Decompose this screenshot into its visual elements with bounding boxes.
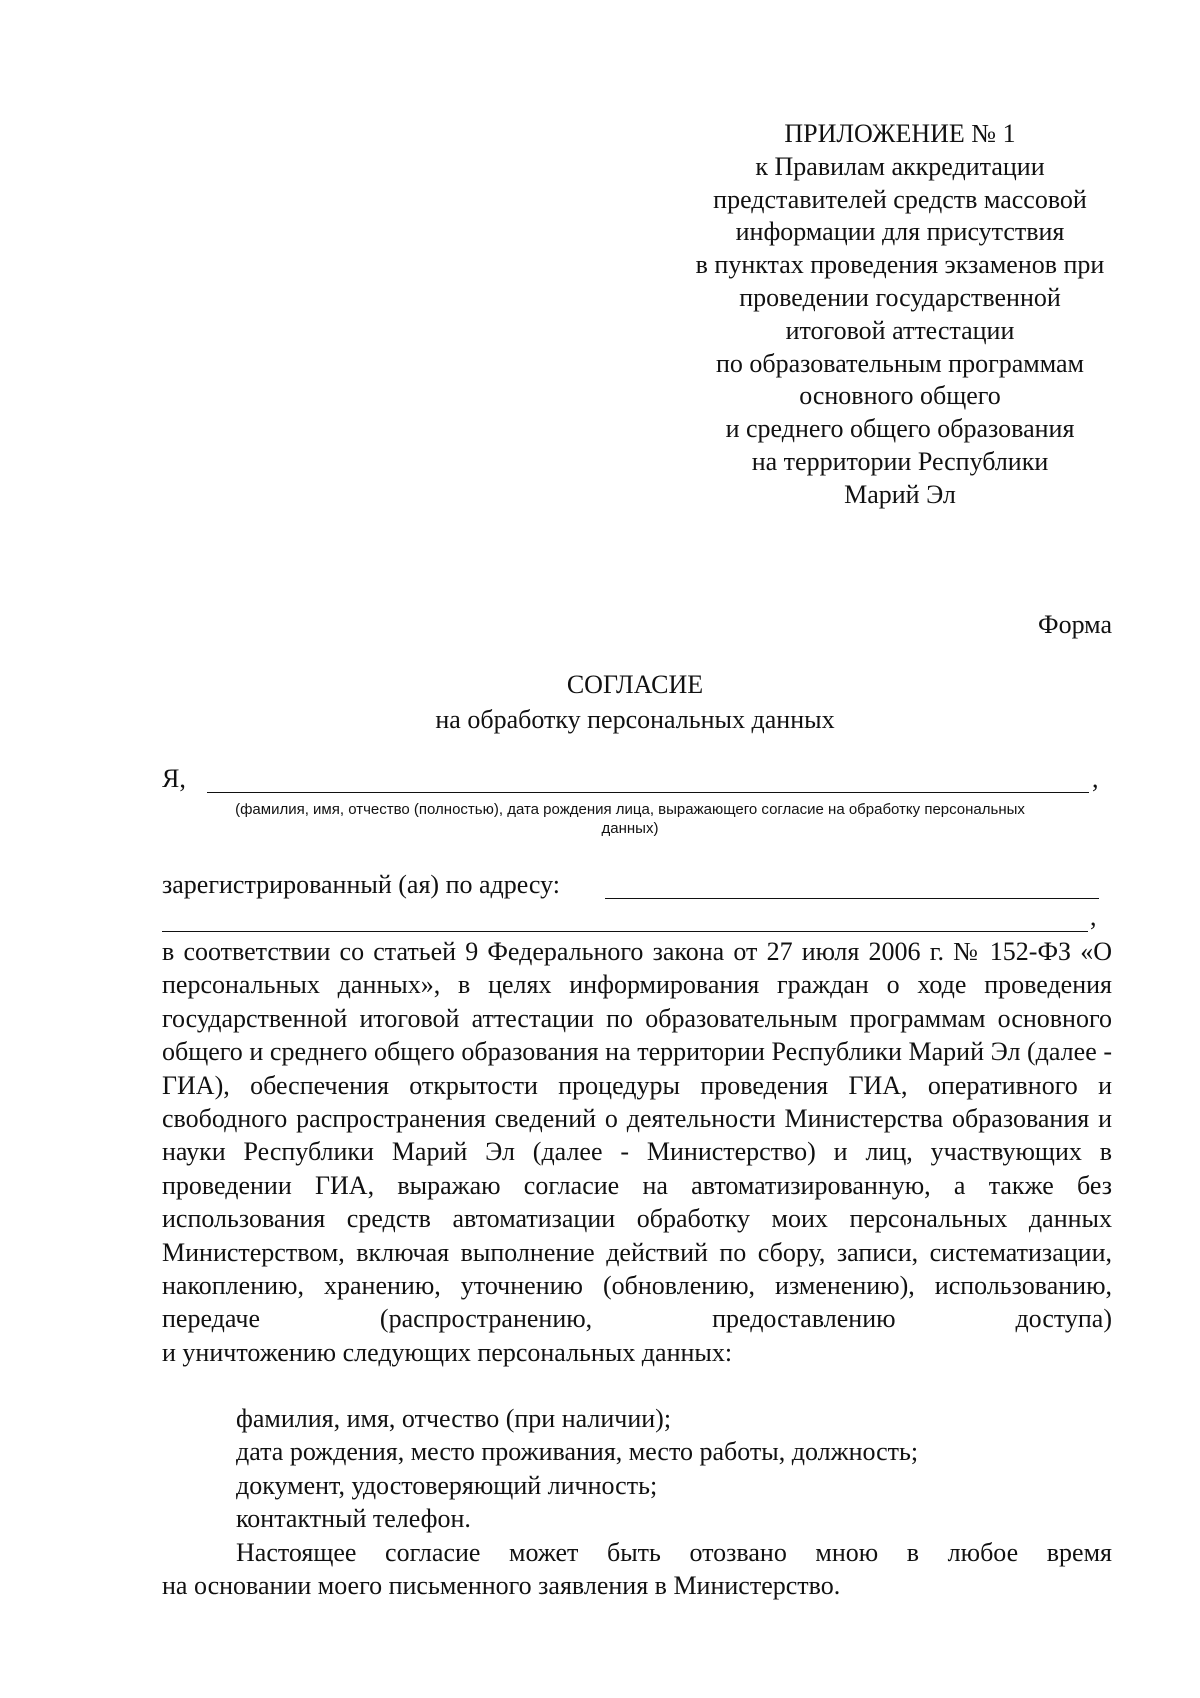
address-label: зарегистрированный (ая) по адресу:	[162, 870, 561, 899]
appendix-line: к Правилам аккредитации	[755, 151, 1045, 181]
consent-body	[162, 935, 1112, 1369]
list-item: контактный телефон.	[236, 1504, 471, 1534]
hint-line: (фамилия, имя, отчество (полностью), дата рождения лица, выражающего согласие на обработку персональных	[235, 801, 1025, 818]
list-item: документ, удостоверяющий личность;	[236, 1470, 658, 1500]
name-prefix: Я,	[162, 764, 186, 793]
appendix-line: и среднего общего образования	[725, 414, 1075, 444]
appendix-header	[620, 118, 1180, 512]
name-field[interactable]	[207, 766, 1089, 793]
closing-paragraph	[162, 1536, 1112, 1603]
appendix-line: на территории Республики	[751, 446, 1049, 476]
consent-subtitle: на обработку персональных данных	[435, 705, 835, 734]
closing-line: на основании моего письменного заявления в Министерство.	[162, 1571, 841, 1601]
address-field-continued[interactable]	[162, 905, 1088, 932]
consent-title-block	[0, 667, 1200, 737]
consent-paragraph-end: и уничтожению следующих персональных данных:	[162, 1337, 733, 1367]
list-item: дата рождения, место проживания, место работы, должность;	[236, 1437, 919, 1467]
closing-line: Настоящее согласие может быть отозвано мною в любое время	[236, 1538, 1112, 1567]
appendix-line: информации для присутствия	[735, 217, 1065, 247]
appendix-line: проведении государственной	[739, 282, 1061, 312]
name-field-hint	[170, 800, 1090, 838]
appendix-line: основного общего	[799, 381, 1001, 411]
hint-line: данных)	[601, 820, 659, 837]
address-field[interactable]	[605, 872, 1099, 899]
appendix-line: в пунктах проведения экзаменов при	[695, 250, 1105, 280]
list-item: фамилия, имя, отчество (при наличии);	[236, 1404, 672, 1433]
name-comma: ,	[1092, 764, 1099, 793]
appendix-line: по образовательным программам	[715, 348, 1084, 378]
appendix-line: представителей средств массовой	[713, 184, 1087, 214]
consent-title: СОГЛАСИЕ	[566, 670, 704, 699]
form-label: Форма	[1038, 610, 1112, 639]
consent-paragraph: в соответствии со статьей 9 Федерального закона от 27 июля 2006 г. № 152-ФЗ «О персональных данных», в целях информирования граждан о ходе проведения государственной итоговой аттестации по образовательным программам основного общего и среднего общего образования на территории Республики Марий Эл (далее - ГИА), обеспечения открытости процедуры проведения ГИА, оперативного и свободного распространения сведений о деятельности Министерства образования и науки Республики Марий Эл (далее - Министерство) и лиц, участвующих в проведении ГИА, выражаю согласие на автоматизированную, а также без использования средств автоматизации обработку моих персональных данных Министерством, включая выполнение действий по сбору, записи, систематизации, накоплению, хранению, уточнению (обновлению, изменению), использованию, передаче (распространению, предоставлению доступа)	[162, 937, 1112, 1334]
address-comma: ,	[1090, 902, 1097, 931]
appendix-title: ПРИЛОЖЕНИЕ № 1	[784, 119, 1016, 148]
appendix-line: Марий Эл	[844, 479, 956, 509]
personal-data-list	[236, 1402, 918, 1536]
appendix-line: итоговой аттестации	[785, 315, 1015, 345]
